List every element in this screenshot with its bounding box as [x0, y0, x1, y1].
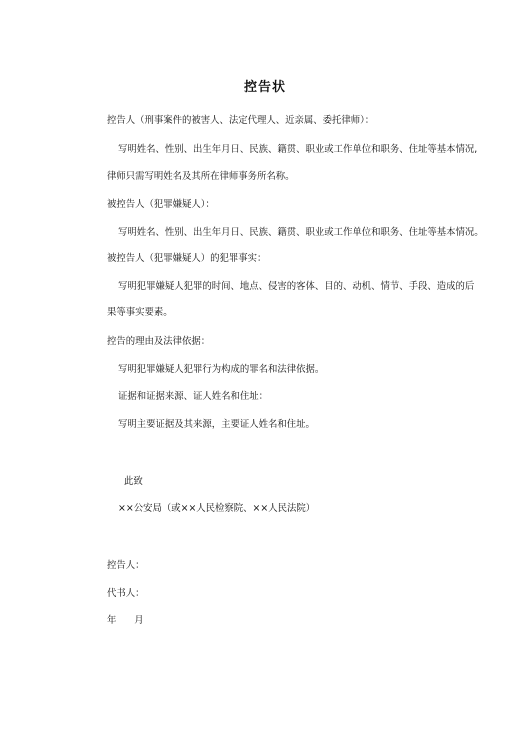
accused-instruction: 写明姓名、性别、出生年月日、民族、籍贯、职业或工作单位和职务、住址等基本情况。	[118, 227, 484, 238]
document-title: 控告状	[243, 80, 286, 95]
salutation: 此致	[124, 476, 143, 487]
recipient: ××公安局（或××人民检察院、××人民法院）	[118, 503, 316, 514]
crime-facts-instruction-line-2: 果等事实要素。	[107, 307, 173, 318]
date-line: 年 月	[107, 615, 144, 626]
complainant-heading: 控告人（刑事案件的被害人、法定代理人、近亲属、委托律师）：	[107, 115, 375, 126]
reasons-instruction: 写明犯罪嫌疑人犯罪行为构成的罪名和法律依据。	[118, 364, 325, 375]
complainant-instruction-line-1: 写明姓名、性别、出生年月日、民族、籍贯、职业或工作单位和职务、住址等基本情况,	[118, 144, 478, 155]
signature-writer: 代书人：	[107, 588, 145, 599]
crime-facts-instruction-line-1: 写明犯罪嫌疑人犯罪的时间、地点、侵害的客体、目的、动机、情节、手段、造成的后	[118, 281, 475, 292]
evidence-instruction: 写明主要证据及其来源，主要证人姓名和住址。	[118, 419, 315, 430]
signature-complainant: 控告人：	[107, 560, 145, 571]
evidence-heading: 证据和证据来源、证人姓名和住址：	[118, 391, 269, 402]
complainant-instruction-line-2: 律师只需写明姓名及其所在律师事务所名称。	[107, 171, 295, 182]
crime-facts-heading: 被控告人（犯罪嫌疑人）的犯罪事实：	[107, 253, 267, 264]
reasons-heading: 控告的理由及法律依据：	[107, 336, 211, 347]
accused-heading: 被控告人（犯罪嫌疑人）：	[107, 199, 215, 210]
